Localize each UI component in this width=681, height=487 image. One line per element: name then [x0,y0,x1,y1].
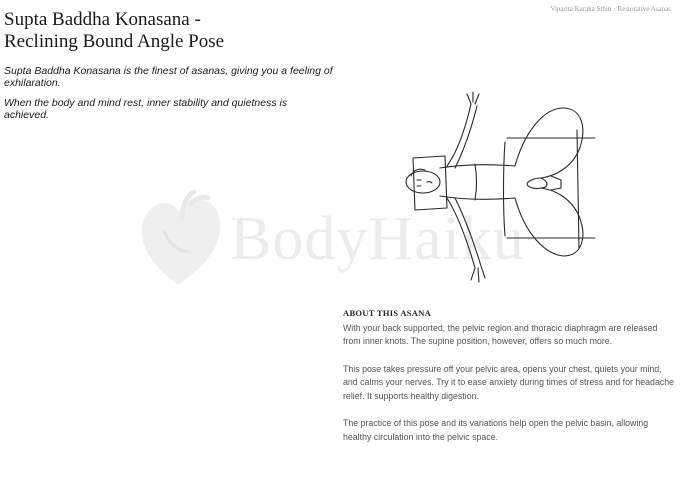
intro-text [4,65,334,129]
title-line-1: Supta Baddha Konasana - [4,9,201,30]
brand-watermark-text: BodyHaiku [230,205,525,273]
heart-icon [138,190,228,290]
reclining-bound-angle-pose-icon [395,90,605,290]
breadcrumb: Viparita Karaka Sthiti · Restorative Asanas [550,5,671,13]
about-paragraph: With your back supported, the pelvic region and thoracic diaphragm are released from inner knots. The supine position, however, offers so much more. [343,322,658,346]
page-title [4,9,224,53]
intro-paragraph: When the body and mind rest, inner stability and quietness is achieved. [4,97,288,121]
title-line-2: Reclining Bound Angle Pose [4,31,225,52]
about-heading: ABOUT THIS ASANA [343,308,432,318]
about-paragraph: This pose takes pressure off your pelvic area, opens your chest, quiets your mind, and calms your nerves. Try it to ease anxiety during times of stress and for headache relief. It supports healthy digestion. [343,363,675,401]
about-paragraph: The practice of this pose and its variations help open the pelvic basin, allowing healthy circulation into the pelvic space. [343,418,649,442]
intro-paragraph: Supta Baddha Konasana is the finest of asanas, giving you a feeling of exhilaration. [4,65,333,89]
about-section [343,307,675,458]
